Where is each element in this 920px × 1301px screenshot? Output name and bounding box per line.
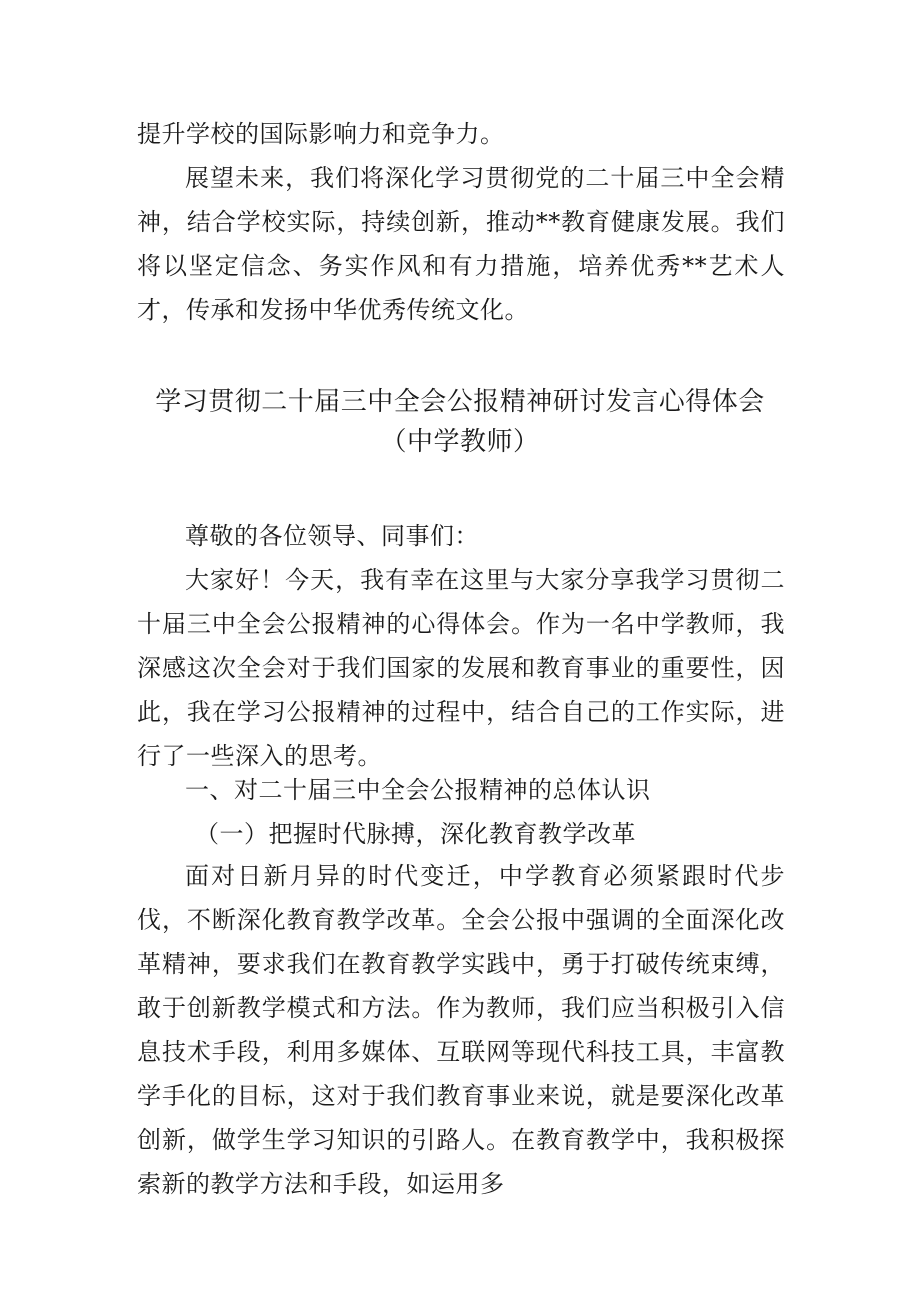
intro-paragraph-1: 提升学校的国际影响力和竞争力。	[137, 120, 505, 148]
article-title: 学习贯彻二十届三中全会公报精神研讨发言心得体会	[155, 387, 765, 417]
salutation: 尊敬的各位领导、同事们：	[185, 522, 479, 550]
body-paragraph: 面对日新月异的时代变迁，中学教育必须紧跟时代步伐，不断深化教育教学改革。全会公报中强调的全面深化改革精神，要求我们在教育教学实践中，勇于打破传统束缚，敢于创新教学模式和方法。作为教师，我们应当积极引入信息技术手段，利用多媒体、互联网等现代科技工具，丰富教学手化的目标，这对于我们教育事业来说，就是要深化改革创新，做学生学习知识的引路人。在教育教学中，我积极探索新的教学方法和手段，如运用多	[137, 862, 785, 1198]
intro-paragraph-2: 展望未来，我们将深化学习贯彻党的二十届三中全会精神，结合学校实际，持续创新，推动**教育健康发展。我们将以坚定信念、务实作风和有力措施，培养优秀**艺术人才，传承和发扬中华优秀传统文化。	[137, 164, 785, 324]
subsection-heading: （一）把握时代脉搏，深化教育教学改革	[195, 820, 636, 848]
opening-paragraph: 大家好！今天，我有幸在这里与大家分享我学习贯彻二十届三中全会公报精神的心得体会。作为一名中学教师，我深感这次全会对于我们国家的发展和教育事业的重要性，因此，我在学习公报精神的过程中，结合自己的工作实际，进行了一些深入的思考。	[137, 566, 785, 770]
section-heading: 一、对二十届三中全会公报精神的总体认识	[185, 776, 651, 804]
article-subtitle: （中学教师）	[380, 427, 540, 457]
